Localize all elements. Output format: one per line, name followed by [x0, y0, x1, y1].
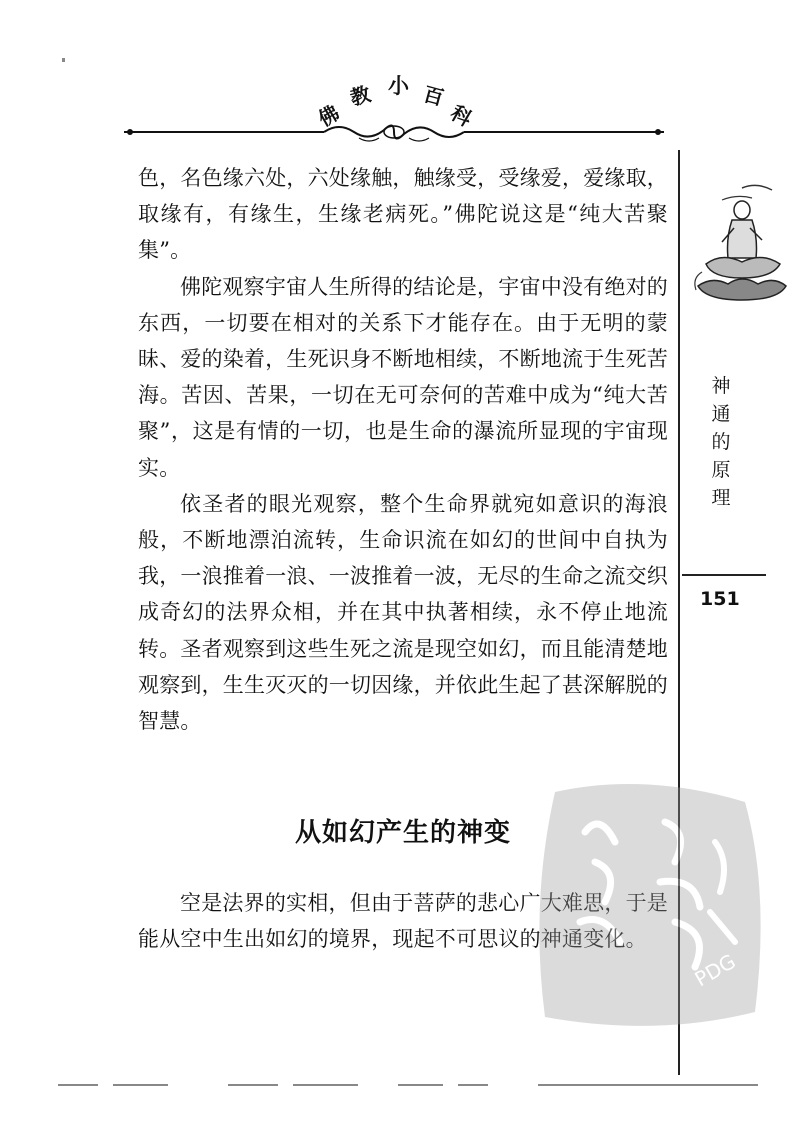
page-number-divider [682, 574, 766, 576]
paragraph: 空是法界的实相，但由于菩萨的悲心广大难思，于是能从空中生出如幻的境界，现起不可思议的神通变化。 [138, 891, 668, 952]
series-title-char: 科 [446, 100, 476, 132]
section-heading: 从如幻产生的神变 [294, 818, 511, 848]
series-title-char: 教 [347, 81, 374, 111]
page-number: 151 [700, 588, 740, 610]
chapter-title-char: 理 [711, 487, 731, 509]
chapter-title [706, 372, 736, 512]
chapter-title-char: 原 [711, 459, 731, 481]
chapter-title-char: 的 [711, 431, 731, 453]
buddha-on-lotus-icon [682, 168, 790, 308]
paragraph: 色，名色缘六处，六处缘触，触缘受，受缘爱，爱缘取，取缘有，有缘生，生缘老病死。”佛陀说这是“纯大苦聚集”。 [138, 166, 668, 263]
scan-speck [62, 58, 65, 62]
paragraph: 佛陀观察宇宙人生所得的结论是，宇宙中没有绝对的东西，一切要在相对的关系下才能存在。由于无明的蒙昧、爱的染着，生死识身不断地相续，不断地流于生死苦海。苦因、苦果，一切在无可奈何的苦难中成为“纯大苦聚”，这是有情的一切，也是生命的瀑流所显现的宇宙现实。 [138, 274, 668, 480]
series-title-char: 小 [388, 73, 409, 98]
chapter-title-char: 神 [711, 375, 731, 397]
bottom-rule [58, 1082, 758, 1088]
body-text [138, 160, 668, 739]
series-title [314, 64, 478, 132]
watermark-text: PDG [690, 949, 740, 992]
seal-stamp-icon [525, 772, 775, 1042]
series-title-char: 百 [420, 81, 447, 111]
header-ornament-rule [124, 118, 664, 148]
chapter-title-char: 通 [711, 403, 731, 425]
series-title-char: 佛 [314, 100, 344, 132]
paragraph: 依圣者的眼光观察，整个生命界就宛如意识的海浪般，不断地漂泊流转，生命识流在如幻的世间中自执为我，一浪推着一浪、一波推着一波，无尽的生命之流交织成奇幻的法界众相，并在其中执著相续，永不停止地流转。圣者观察到这些生死之流是现空如幻，而且能清楚地观察到，生生灭灭的一切因缘，并依此生起了甚深解脱的智慧。 [138, 491, 668, 734]
